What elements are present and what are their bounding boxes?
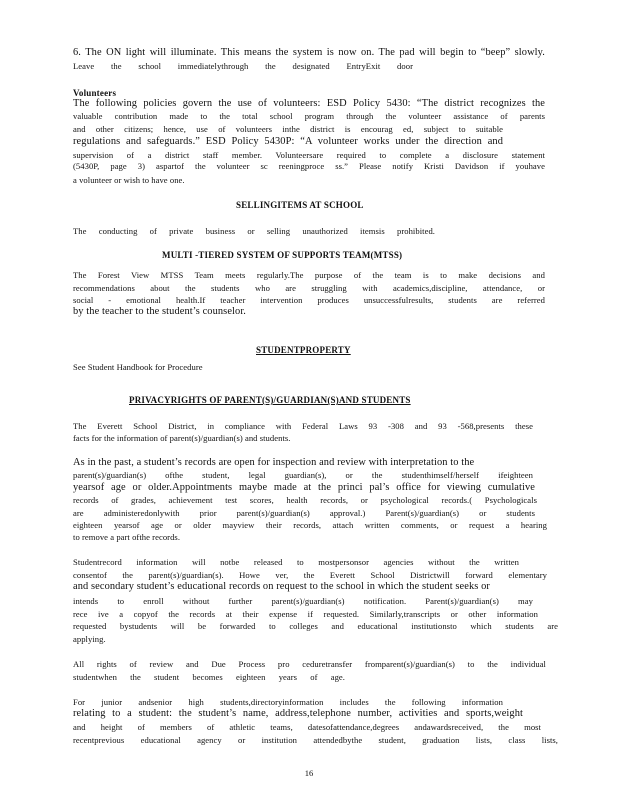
page-number: 16	[304, 768, 314, 778]
privacy-para3-line: requested bystudents will be forwarded to colleges and educational institutionsto which students are	[73, 621, 558, 631]
property-line: See Student Handbook for Procedure	[73, 362, 203, 372]
volunteers-line: a volunteer or wish to have one.	[73, 175, 185, 185]
step6-line1: 6. The ON light will illuminate. This means the system is now on. The pad will begin to “beep” slowly.	[73, 47, 545, 58]
privacy-para4-line: All rights of review and Due Process pro ceduretransfer fromparent(s)/guardian(s) to the individual	[73, 659, 546, 669]
privacy-para1-line: facts for the information of parent(s)/guardian(s) and students.	[73, 433, 291, 443]
privacy-para1-line: The Everett School District, in compliance with Federal Laws 93 -308 and 93 -568,presents these	[73, 421, 533, 431]
privacy-para3-line: and secondary student’s educational records on request to the school in which the student seeks or	[73, 581, 490, 592]
privacy-para2-line: are administeredonlywith prior parent(s)/guardian(s) approval.) Parent(s)/guardian(s) or students	[73, 508, 535, 518]
volunteers-line: valuable contribution made to the total school program through the volunteer assistance of parents	[73, 111, 545, 121]
privacy-para5-line: recentprevious educational agency or institution attendedbythe student, graduation lists, class lists,	[73, 735, 558, 745]
privacy-para5-line: and height of members of athletic teams, datesofattendance,degrees andawardsreceived, the most	[73, 722, 541, 732]
selling-line: The conducting of private business or selling unauthorized itemsis prohibited.	[73, 226, 435, 236]
volunteers-heading: Volunteers	[73, 88, 117, 98]
privacy-para3-line: intends to enroll without further parent(s)/guardian(s) notification. Parent(s)/guardian(s) may	[73, 596, 533, 606]
volunteers-line: regulations and safeguards.” ESD Policy 5430P: “A volunteer works under the direction and	[73, 136, 503, 147]
privacy-heading: PRIVACYRIGHTS OF PARENT(S)/GUARDIAN(S)AND STUDENTS	[129, 395, 411, 405]
selling-heading: SELLINGITEMS AT SCHOOL	[236, 200, 364, 210]
privacy-para2-line: As in the past, a student’s records are open for inspection and review with interpretation to the	[73, 457, 475, 468]
privacy-para2-line: parent(s)/guardian(s) ofthe student, legal guardian(s), or the studenthimself/herself ifeighteen	[73, 470, 533, 480]
privacy-para2-line: eighteen yearsof age or older mayview their records, attach written comments, or request a hearing	[73, 520, 547, 530]
privacy-para3-line: rece ive a copyof the records at their expense if requested. Similarly,transcripts or other information	[73, 609, 538, 619]
step6-line2: Leave the school immediatelythrough the designated EntryExit door	[73, 61, 413, 71]
mtss-line: The Forest View MTSS Team meets regularly.The purpose of the team is to make decisions and	[73, 270, 545, 280]
mtss-line: by the teacher to the student’s counselor.	[73, 306, 247, 317]
privacy-para5-line: relating to a student: the student’s name, address,telephone number, activities and sports,weight	[73, 708, 523, 719]
volunteers-line: and other citizens; hence, use of volunteers inthe district is encourag ed, subject to suitable	[73, 124, 503, 134]
privacy-para3-line: Studentrecord information will notbe released to mostpersonsor agencies without the written	[73, 557, 519, 567]
volunteers-line: (5430P, page 3) aspartof the volunteer sc reeningproce ss.” Please notify Kristi Davidson if youhave	[73, 161, 545, 171]
mtss-line: social - emotional health.If teacher intervention produces unsuccessfulresults, students are referred	[73, 295, 545, 305]
mtss-heading: MULTI -TIERED SYSTEM OF SUPPORTS TEAM(MTSS)	[162, 250, 403, 260]
mtss-line: recommendations about the students who are struggling with academics,discipline, attendance, or	[73, 283, 545, 293]
privacy-para3-line: consentof the parent(s)/guardian(s). Howe ver, the Everett School Districtwill forward elementary	[73, 570, 547, 580]
volunteers-line: supervision of a district staff member. Volunteersare required to complete a disclosure statement	[73, 150, 545, 160]
property-heading: STUDENTPROPERTY	[256, 345, 351, 355]
privacy-para5-line: For junior andsenior high students,directoryinformation includes the following information	[73, 697, 503, 707]
privacy-para2-line: to remove a part ofthe records.	[73, 532, 181, 542]
privacy-para2-line: yearsof age or older.Appointments maybe made at the princi pal’s office for viewing cumulative	[73, 482, 535, 493]
volunteers-line: The following policies govern the use of volunteers: ESD Policy 5430: “The district recognizes the	[73, 98, 545, 109]
privacy-para4-line: studentwhen the student becomes eighteen years of age.	[73, 672, 345, 682]
privacy-para2-line: records of grades, achievement test scores, health records, or psychological records.( Psychologicals	[73, 495, 537, 505]
privacy-para3-line: applying.	[73, 634, 106, 644]
